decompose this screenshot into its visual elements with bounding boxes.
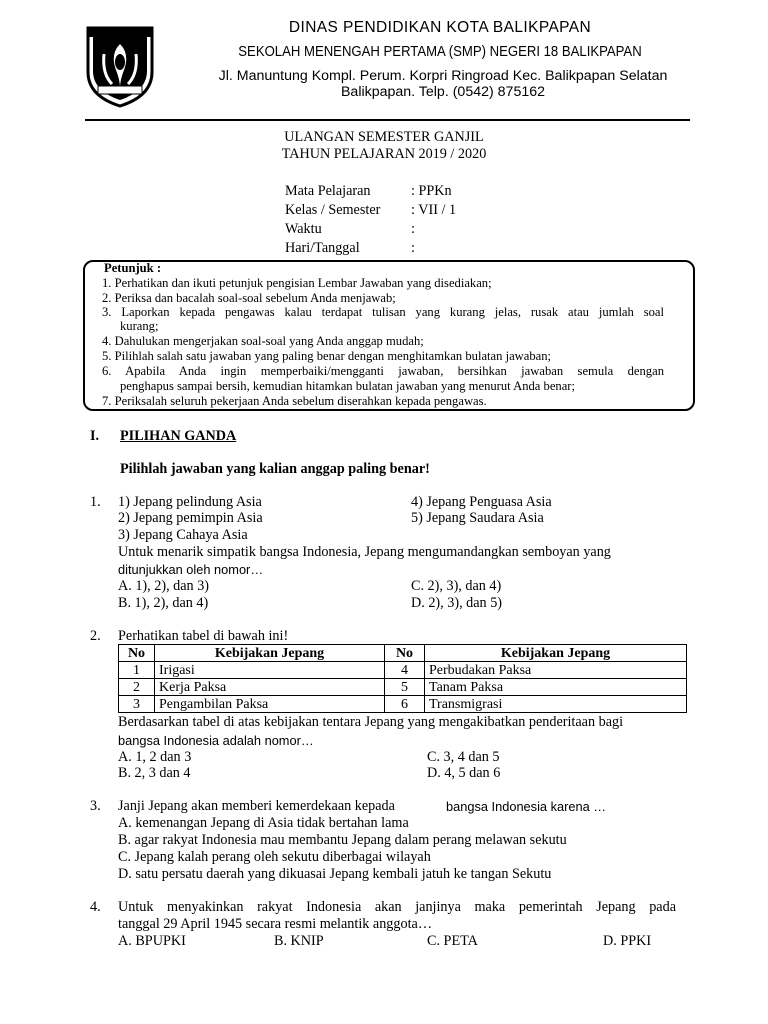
q1-option-b: B. 1), 2), dan 4) [118, 595, 209, 611]
section-instruction: Pilihlah jawaban yang kalian anggap paling benar! [120, 461, 430, 477]
instruction-item: 4. Dahulukan mengerjakan soal-soal yang Anda anggap mudah; [102, 334, 424, 348]
meta-value-time: : [411, 221, 415, 237]
table-row [119, 696, 687, 713]
policy-table [118, 644, 687, 713]
q4-option-b: B. KNIP [274, 933, 324, 949]
table-cell: 2 [119, 679, 155, 696]
header-school-name: SEKOLAH MENENGAH PERTAMA (SMP) NEGERI 18 BALIKPAPAN [238, 44, 642, 60]
table-cell: Pengambilan Paksa [155, 696, 385, 713]
meta-value-date: : [411, 240, 415, 256]
header-divider [85, 119, 690, 121]
meta-label-subject: Mata Pelajaran [285, 183, 371, 199]
q2-stem: Berdasarkan tabel di atas kebijakan tentara Jepang yang mengakibatkan penderitaan bagi [118, 714, 624, 730]
q3-option-d: D. satu persatu daerah yang dikuasai Jepang kembali jatuh ke tangan Sekutu [118, 866, 552, 882]
table-cell: Tanam Paksa [425, 679, 687, 696]
meta-value-class: : VII / 1 [411, 202, 457, 218]
q2-option-c: C. 3, 4 dan 5 [427, 749, 500, 765]
q2-option-b: B. 2, 3 dan 4 [118, 765, 191, 781]
instruction-item: 1. Perhatikan dan ikuti petunjuk pengisian Lembar Jawaban yang disediakan; [102, 276, 492, 290]
q1-option-a: A. 1), 2), dan 3) [118, 578, 210, 594]
exam-title: ULANGAN SEMESTER GANJIL [284, 129, 484, 145]
meta-value-subject: : PPKn [411, 183, 452, 199]
table-cell: 5 [385, 679, 425, 696]
school-crest-logo [84, 22, 156, 108]
q3-option-c: C. Jepang kalah perang oleh sekutu diberbagai wilayah [118, 849, 431, 865]
table-cell: 1 [119, 662, 155, 679]
instruction-item: 6. Apabila Anda ingin memperbaiki/mengganti jawaban, bersihkan jawaban semula dengan [102, 364, 664, 378]
table-cell: Perbudakan Paksa [425, 662, 687, 679]
q2-stem-cont: bangsa Indonesia adalah nomor… [118, 733, 314, 748]
q4-stem-cont: tanggal 29 April 1945 secara resmi melantik anggota… [118, 916, 433, 932]
table-cell: 6 [385, 696, 425, 713]
meta-label-time: Waktu [285, 221, 322, 237]
table-row [119, 679, 687, 696]
meta-label-class: Kelas / Semester [285, 202, 381, 218]
exam-year: TAHUN PELAJARAN 2019 / 2020 [281, 146, 487, 162]
instruction-item: 5. Pilihlah salah satu jawaban yang paling benar dengan menghitamkan bulatan jawaban; [102, 349, 552, 363]
q3-option-b: B. agar rakyat Indonesia mau membantu Jepang dalam perang melawan sekutu [118, 832, 567, 848]
q2-option-a: A. 1, 2 dan 3 [118, 749, 192, 765]
instruction-item-cont: penghapus sampai bersih, kemudian hitamkan bulatan jawaban yang menurut Anda benar; [120, 379, 575, 393]
question-number: 2. [90, 628, 101, 644]
table-cell: Irigasi [155, 662, 385, 679]
section-number: I. [90, 428, 100, 444]
table-cell: Transmigrasi [425, 696, 687, 713]
q1-option-c: C. 2), 3), dan 4) [411, 578, 502, 594]
question-number: 1. [90, 494, 101, 510]
q1-stem: Untuk menarik simpatik bangsa Indonesia, Jepang mengumandangkan semboyan yang [118, 544, 611, 560]
q1-list-item: 5) Jepang Saudara Asia [411, 510, 544, 526]
q2-intro: Perhatikan tabel di bawah ini! [118, 628, 289, 644]
instruction-item-cont: kurang; [120, 319, 159, 333]
header-address-line1: Jl. Manuntung Kompl. Perum. Korpri Ringroad Kec. Balikpapan Selatan [218, 68, 668, 84]
q2-option-d: D. 4, 5 dan 6 [427, 765, 501, 781]
q4-stem: Untuk menyakinkan rakyat Indonesia akan janjinya maka pemerintah Jepang pada [118, 899, 676, 915]
table-header: Kebijakan Jepang [425, 645, 687, 662]
q1-list-item: 1) Jepang pelindung Asia [118, 494, 262, 510]
meta-label-date: Hari/Tanggal [285, 240, 360, 256]
section-title: PILIHAN GANDA [120, 428, 237, 444]
q3-stem: Janji Jepang akan memberi kemerdekaan kepada [118, 798, 395, 814]
table-cell: Kerja Paksa [155, 679, 385, 696]
q3-stem-cont: bangsa Indonesia karena … [446, 799, 607, 814]
instruction-item: 2. Periksa dan bacalah soal-soal sebelum Anda menjawab; [102, 291, 396, 305]
q4-option-a: A. BPUPKI [118, 933, 186, 949]
q4-option-c: C. PETA [427, 933, 478, 949]
question-number: 4. [90, 899, 101, 915]
table-header: No [385, 645, 425, 662]
instructions-title: Petunjuk : [104, 261, 162, 275]
table-row [119, 662, 687, 679]
q3-option-a: A. kemenangan Jepang di Asia tidak bertahan lama [118, 815, 409, 831]
q4-option-d: D. PPKI [603, 933, 652, 949]
q1-stem-cont: ditunjukkan oleh nomor… [118, 562, 264, 577]
q1-option-d: D. 2), 3), dan 5) [411, 595, 503, 611]
header-dinas: DINAS PENDIDIKAN KOTA BALIKPAPAN [288, 19, 592, 36]
table-header: No [119, 645, 155, 662]
table-header-row [119, 645, 687, 662]
table-cell: 4 [385, 662, 425, 679]
q1-list-item: 2) Jepang pemimpin Asia [118, 510, 263, 526]
table-cell: 3 [119, 696, 155, 713]
header-address-line2: Balikpapan. Telp. (0542) 875162 [340, 84, 546, 100]
instruction-item: 3. Laporkan kepada pengawas kalau terdapat tulisan yang kurang jelas, rusak atau jumlah soal [102, 305, 664, 319]
table-header: Kebijakan Jepang [155, 645, 385, 662]
instruction-item: 7. Periksalah seluruh pekerjaan Anda sebelum diserahkan kepada pengawas. [102, 394, 487, 408]
question-number: 3. [90, 798, 101, 814]
q1-list-item: 3) Jepang Cahaya Asia [118, 527, 248, 543]
q1-list-item: 4) Jepang Penguasa Asia [411, 494, 552, 510]
